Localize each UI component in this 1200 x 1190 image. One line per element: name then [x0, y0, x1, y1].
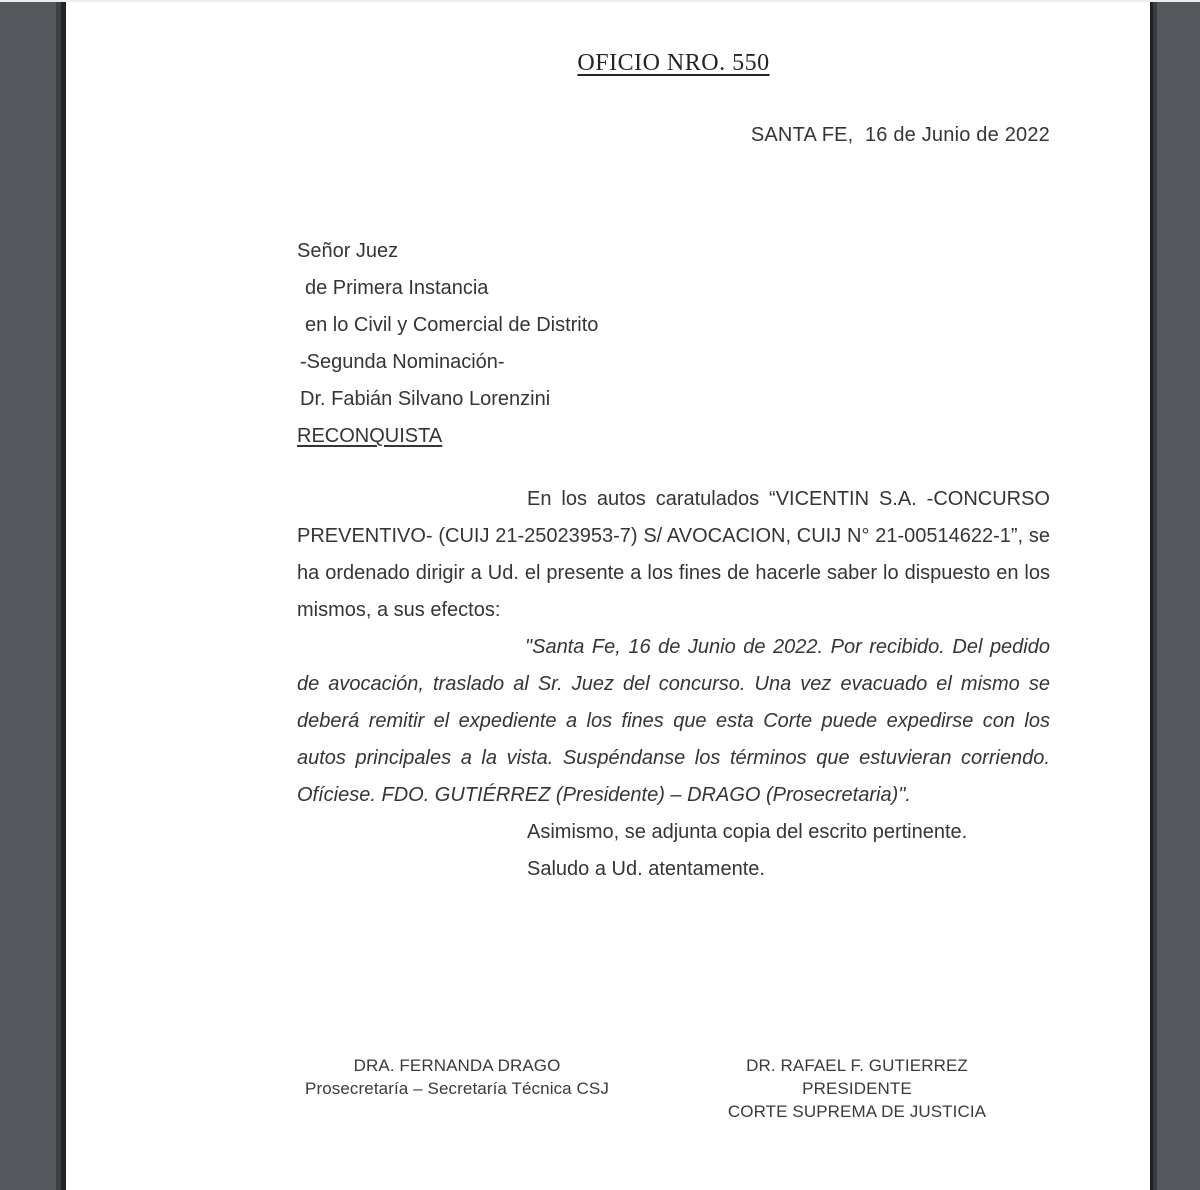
recipient-line: Dr. Fabián Silvano Lorenzini	[300, 388, 551, 410]
signatory-name: DRA. FERNANDA DRAGO	[353, 1056, 561, 1075]
recipient-city: RECONQUISTA	[297, 425, 443, 447]
recipient-line: -Segunda Nominación-	[300, 351, 505, 373]
dateline: SANTA FE, 16 de Junio de 2022	[750, 124, 1050, 146]
recipient-line: en lo Civil y Comercial de Distrito	[305, 314, 599, 336]
signature-left	[267, 1054, 647, 1100]
recipient-block	[297, 233, 598, 455]
document-title-text: OFICIO NRO. 550	[577, 50, 770, 76]
signatory-role: PRESIDENTE	[802, 1079, 912, 1098]
document-page	[66, 0, 1150, 1190]
signature-right	[667, 1054, 1047, 1123]
closing-line: Asimismo, se adjunta copia del escrito pertinente.	[527, 821, 968, 843]
recipient-line: de Primera Instancia	[305, 277, 489, 299]
signatory-role: CORTE SUPREMA DE JUSTICIA	[727, 1102, 987, 1121]
recipient-line: Señor Juez	[297, 240, 399, 262]
document-title	[297, 50, 1050, 77]
signatory-role: Prosecretaría – Secretaría Técnica CSJ	[305, 1079, 609, 1098]
court-order-quote: "Santa Fe, 16 de Junio de 2022. Por recibido. Del pedido de avocación, traslado al Sr. Juez del concurso. Una vez evacuado el mismo se deberá remitir el expediente a los fines que esta Corte puede expedirse con los autos principales a la vista. Suspéndanse los términos que estuvieran corriendo. Ofíciese. FDO. GUTIÉRREZ (Presidente) – DRAGO (Prosecretaria)".	[297, 636, 1050, 806]
viewer-gutter-right	[1150, 0, 1200, 1190]
closing-line: Saludo a Ud. atentamente.	[527, 858, 765, 880]
letter-body	[297, 481, 1050, 888]
viewer-gutter-left	[0, 0, 66, 1190]
signatory-name: DR. RAFAEL F. GUTIERREZ	[746, 1056, 968, 1075]
viewer-top-edge	[0, 0, 1200, 2]
body-paragraph: En los autos caratulados “VICENTIN S.A. -CONCURSO PREVENTIVO- (CUIJ 21-25023953-7) S/ AVOCACION, CUIJ N° 21-00514622-1”, se ha ordenado dirigir a Ud. el presente a los fines de hacerle saber lo dispuesto en los mismos, a sus efectos:	[297, 488, 1050, 621]
